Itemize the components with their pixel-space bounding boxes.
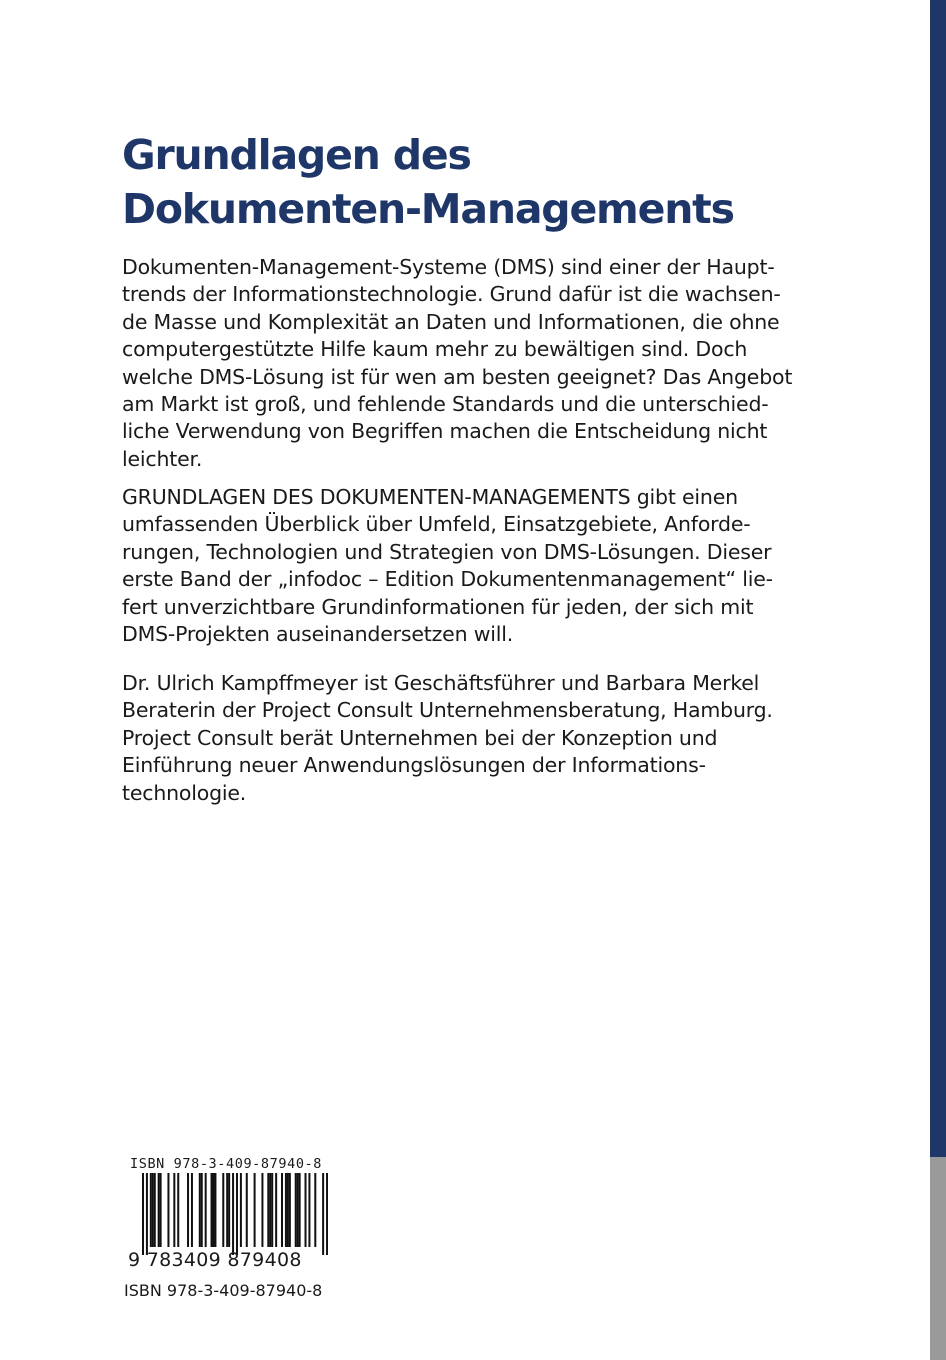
barcode-bar xyxy=(289,1173,291,1247)
text-line: liche Verwendung von Begriffen machen die Entscheidung nicht xyxy=(122,419,768,444)
barcode-bar xyxy=(211,1173,213,1247)
barcode-bar xyxy=(246,1173,248,1247)
book-title-line-2: Dokumenten-Managements xyxy=(122,185,734,233)
barcode-bar xyxy=(152,1173,154,1247)
barcode-bar xyxy=(271,1173,273,1247)
barcode-bar xyxy=(267,1173,269,1247)
barcode-bar xyxy=(214,1173,216,1247)
barcode-bar xyxy=(228,1173,230,1247)
barcode-bar xyxy=(299,1173,301,1247)
barcode-bar xyxy=(146,1173,148,1255)
barcode-bar xyxy=(305,1173,307,1247)
text-line: trends der Informationstechnologie. Grund dafür ist die wachsen- xyxy=(122,282,781,307)
barcode-bar xyxy=(222,1173,224,1247)
barcode-bar xyxy=(287,1173,289,1247)
spine-gray-tab xyxy=(930,1157,946,1360)
barcode-bar xyxy=(281,1173,283,1247)
barcode-bar xyxy=(167,1173,169,1247)
barcode-bar xyxy=(285,1173,287,1247)
barcode-bar xyxy=(261,1173,263,1247)
barcode-bar xyxy=(150,1173,152,1247)
barcode-bar xyxy=(308,1173,310,1247)
text-line: welche DMS-Lösung ist für wen am besten geeignet? Das Angebot xyxy=(122,364,793,389)
barcode-bar xyxy=(297,1173,299,1247)
text-line: fert unverzichtbare Grundinformationen für jeden, der sich mit xyxy=(122,594,754,619)
text-line: Dr. Ulrich Kampffmeyer ist Geschäftsführer und Barbara Merkel xyxy=(122,671,760,695)
barcode-bar xyxy=(269,1173,271,1247)
barcode-bar xyxy=(275,1173,277,1247)
barcode-bar xyxy=(205,1173,207,1247)
barcode-isbn-label: ISBN 978-3-409-87940-8 xyxy=(130,1156,323,1172)
barcode-bar xyxy=(322,1173,324,1255)
isbn-barcode xyxy=(128,1173,328,1255)
text-line: umfassenden Überblick über Umfeld, Einsatzgebiete, Anforde- xyxy=(122,512,751,537)
barcode-bar xyxy=(199,1173,201,1247)
text-line: Dokumenten-Management-Systeme (DMS) sind einer der Haupt- xyxy=(122,255,775,279)
isbn-number: ISBN 978-3-409-87940-8 xyxy=(124,1281,323,1300)
text-line: Einführung neuer Anwendungslösungen der Informations- xyxy=(122,753,706,778)
text-line: rungen, Technologien und Strategien von DMS-Lösungen. Dieser xyxy=(122,539,772,564)
barcode-bar xyxy=(177,1173,179,1247)
book-title xyxy=(122,128,922,236)
barcode-bar xyxy=(160,1173,162,1247)
barcode-bar xyxy=(201,1173,203,1247)
barcode-bar xyxy=(158,1173,160,1247)
text-line: Project Consult berät Unternehmen bei der Konzeption und xyxy=(122,725,718,750)
book-title-line-1: Grundlagen des xyxy=(122,131,471,179)
text-line: de Masse und Komplexität an Daten und Informationen, die ohne xyxy=(122,309,780,334)
text-line: Beraterin der Project Consult Unternehmensberatung, Hamburg. xyxy=(122,698,773,723)
barcode-bar xyxy=(326,1173,328,1255)
barcode-bar xyxy=(212,1173,214,1247)
text-line: am Markt ist groß, und fehlende Standards und die unterschied- xyxy=(122,392,769,417)
text-line: DMS-Projekten auseinandersetzen will. xyxy=(122,622,514,647)
text-line: computergestützte Hilfe kaum mehr zu bewältigen sind. Doch xyxy=(122,337,748,362)
barcode-bar xyxy=(254,1173,256,1247)
barcode-bar xyxy=(314,1173,316,1247)
barcode-bar xyxy=(240,1173,242,1247)
barcode-bar xyxy=(187,1173,189,1247)
author-paragraph xyxy=(122,670,922,807)
text-line: technologie. xyxy=(122,780,247,805)
spine-color-bar xyxy=(930,0,946,1360)
barcode-bar xyxy=(236,1173,238,1255)
barcode-bar xyxy=(173,1173,175,1247)
description-paragraph-1 xyxy=(122,254,922,473)
barcode-bar xyxy=(154,1173,156,1247)
barcode-bar xyxy=(191,1173,193,1247)
barcode-bar xyxy=(232,1173,234,1255)
barcode-bar xyxy=(295,1173,297,1247)
barcode-bar xyxy=(142,1173,144,1255)
description-paragraph-2 xyxy=(122,484,922,648)
text-line: leichter. xyxy=(122,446,203,471)
barcode-bar xyxy=(226,1173,228,1247)
text-line: GRUNDLAGEN DES DOKUMENTEN-MANAGEMENTS gibt einen xyxy=(122,485,738,509)
barcode-digits: 9 783409 879408 xyxy=(128,1249,302,1271)
text-line: erste Band der „infodoc – Edition Dokumentenmanagement“ lie- xyxy=(122,567,773,592)
